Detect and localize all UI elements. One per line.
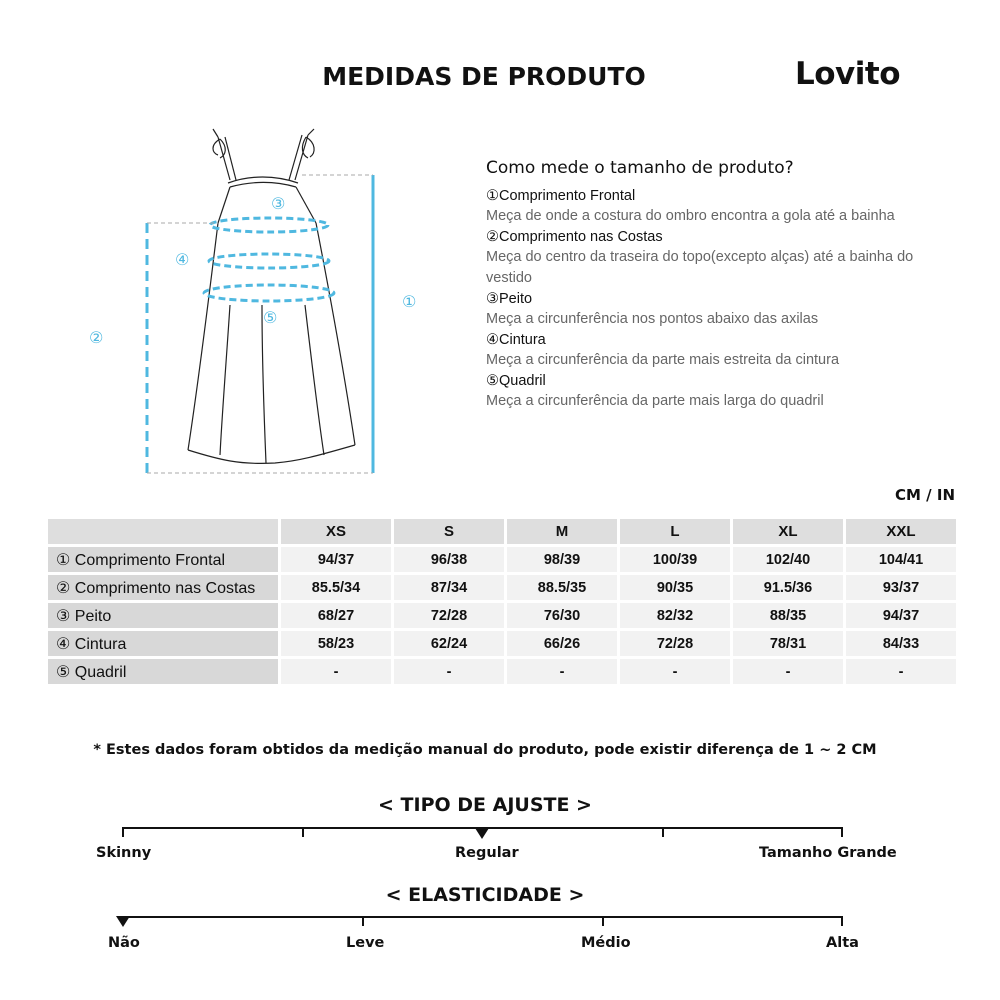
instruction-item [486,371,926,412]
row-label: ② Comprimento nas Costas [48,575,278,600]
elasticity-selected-marker [116,916,130,927]
elasticity-label-leve: Leve [346,935,385,951]
table-cell: 84/33 [846,631,956,656]
table-cell: 62/24 [394,631,504,656]
marker-3: ③ [271,194,286,213]
marker-2: ② [89,328,104,347]
instruction-name: ①Comprimento Frontal [486,188,636,204]
table-row [48,575,956,600]
table-cell: 100/39 [620,547,730,572]
fit-title: < TIPO DE AJUSTE > [378,794,592,816]
instruction-item [486,330,926,371]
measurement-note: * Estes dados foram obtidos da medição manual do produto, pode existir diferença de 1 ~ 2 CM [93,742,877,758]
instruction-desc: Meça de onde a costura do ombro encontra a gola até a bainha [486,208,895,224]
fit-tick [122,827,124,837]
measure-instructions [486,158,926,412]
fit-tick [302,827,304,837]
table-cell: 88/35 [733,603,843,628]
table-cell: 102/40 [733,547,843,572]
table-cell: 85.5/34 [281,575,391,600]
table-cell: 72/28 [394,603,504,628]
elasticity-label-alta: Alta [826,935,859,951]
table-corner [48,519,278,544]
table-cell: 98/39 [507,547,617,572]
table-cell: - [733,659,843,684]
fit-label-skinny: Skinny [96,845,152,861]
table-cell: - [620,659,730,684]
table-cell: 82/32 [620,603,730,628]
instruction-item [486,289,926,330]
table-cell: 76/30 [507,603,617,628]
instruction-name: ②Comprimento nas Costas [486,229,663,245]
table-cell: - [281,659,391,684]
table-cell: 91.5/36 [733,575,843,600]
fit-tick [841,827,843,837]
table-cell: 96/38 [394,547,504,572]
row-label: ③ Peito [48,603,278,628]
table-cell: 90/35 [620,575,730,600]
table-cell: 94/37 [846,603,956,628]
fit-tick [662,827,664,837]
elasticity-title: < ELASTICIDADE > [385,884,585,906]
table-cell: 58/23 [281,631,391,656]
table-cell: 104/41 [846,547,956,572]
measure-lines [147,175,373,473]
elasticity-label-medio: Médio [581,935,631,951]
instruction-item [486,227,926,289]
elasticity-tick [362,916,364,926]
marker-4: ④ [175,250,190,269]
fit-label-large: Tamanho Grande [759,845,897,861]
instruction-desc: Meça a circunferência da parte mais estreita da cintura [486,352,840,368]
table-cell: 93/37 [846,575,956,600]
fit-selected-marker [475,828,489,839]
instructions-title: Como mede o tamanho de produto? [486,158,794,178]
size-header: XS [281,519,391,544]
table-row [48,603,956,628]
table-cell: - [394,659,504,684]
marker-5: ⑤ [263,308,278,327]
table-cell: 66/26 [507,631,617,656]
instruction-item [486,186,926,227]
elasticity-label-nao: Não [108,935,140,951]
elasticity-tick [602,916,604,926]
instruction-name: ③Peito [486,291,533,307]
table-cell: 68/27 [281,603,391,628]
table-cell: 87/34 [394,575,504,600]
page-title: MEDIDAS DE PRODUTO [322,62,646,91]
size-header: L [620,519,730,544]
size-header: XL [733,519,843,544]
table-cell: 78/31 [733,631,843,656]
fit-label-regular: Regular [455,845,519,861]
dress-diagram [80,125,440,485]
size-header: XXL [846,519,956,544]
row-label: ④ Cintura [48,631,278,656]
brand-logo: Lovito [795,56,901,92]
instruction-desc: Meça a circunferência nos pontos abaixo das axilas [486,311,819,327]
instruction-desc: Meça do centro da traseira do topo(excepto alças) até a bainha do vestido [486,249,914,286]
elasticity-tick [841,916,843,926]
table-cell: - [507,659,617,684]
size-header: M [507,519,617,544]
table-cell: 72/28 [620,631,730,656]
units-label: CM / IN [895,486,955,504]
marker-1: ① [402,292,417,311]
instruction-name: ④Cintura [486,332,546,348]
table-cell: 88.5/35 [507,575,617,600]
instruction-name: ⑤Quadril [486,373,546,389]
elasticity-scale-line [122,916,843,918]
row-label: ⑤ Quadril [48,659,278,684]
table-row [48,547,956,572]
table-row [48,659,956,684]
table-cell: - [846,659,956,684]
instruction-desc: Meça a circunferência da parte mais larga do quadril [486,393,824,409]
size-table [45,516,959,687]
size-header: S [394,519,504,544]
row-label: ① Comprimento Frontal [48,547,278,572]
table-cell: 94/37 [281,547,391,572]
table-row [48,631,956,656]
table-header-row [48,519,956,544]
